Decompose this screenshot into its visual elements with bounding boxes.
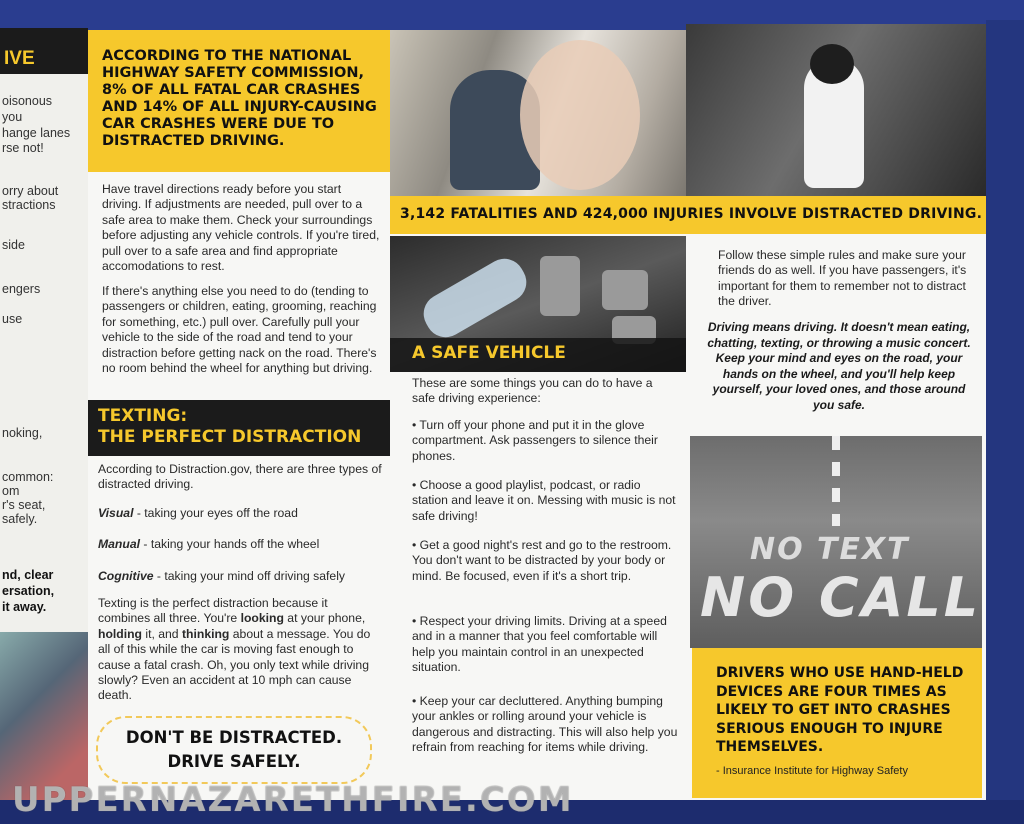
perfect-distraction-paragraph: Texting is the perfect distraction because it combines all three. You're looking at your phone, holding it, and thinking about a message. You do all of this while the car is moving fast enough to cause a fatal crash. Oh, you only text while driving slowly? Even an accident at 10 mph can cause death.: [98, 596, 371, 703]
texting-heading-line2: THE PERFECT DISTRACTION: [98, 427, 362, 447]
distraction-intro: According to Distraction.gov, there are three types of distracted driving.: [98, 462, 382, 492]
distraction-type-visual: Visual - taking your eyes off the road: [98, 506, 298, 520]
road-text-no-text: NO TEXT: [750, 532, 910, 567]
stat-source: - Insurance Institute for Highway Safety: [716, 764, 908, 777]
distraction-type-cognitive: Cognitive - taking your mind off driving safely: [98, 569, 346, 583]
left-fragment: safely.: [2, 512, 38, 526]
water-bottle-shape: [416, 251, 533, 344]
no-text-no-call-road-photo: [690, 436, 982, 648]
distraction-type-manual: Manual - taking your hands off the wheel: [98, 537, 320, 551]
left-fragment: rse not!: [2, 141, 44, 155]
pedal-shape: [540, 256, 580, 316]
stamp-line1: DON'T BE DISTRACTED.: [125, 728, 343, 747]
tip-item: • Turn off your phone and put it in the glove compartment. Ask passengers to silence their phones.: [412, 418, 658, 463]
left-panel-title: IVE: [0, 28, 88, 74]
fatalities-banner-text: 3,142 FATALITIES AND 424,000 INJURIES INVOLVE DISTRACTED DRIVING.: [400, 206, 983, 222]
left-fragment: noking,: [2, 426, 43, 440]
left-fragment-bold: nd, clear: [2, 568, 54, 582]
handheld-stat-box: [692, 648, 982, 798]
left-fragment: you: [2, 110, 23, 124]
road-text-no-call: NO CALL: [700, 566, 982, 629]
road-marking: [832, 436, 840, 526]
passenger-photo: [0, 632, 88, 800]
left-fragment-bold: it away.: [2, 600, 47, 614]
left-fragment: engers: [2, 282, 41, 296]
travel-directions-paragraph: Have travel directions ready before you start driving. If adjustments are needed, pull over to a safe area to make them. Check your surroundings before adjusting any vehicle controls. If you're tired, pull over to a safe area and find appropriate accomodations to rest.: [102, 182, 380, 274]
texting-heading-box: [88, 400, 390, 456]
tip-item: • Keep your car decluttered. Anything bumping your ankles or rolling around your vehicle is dangerous and distracting. This will also help you refrain from reaching for items while driving.: [412, 694, 678, 755]
tip-item: • Respect your driving limits. Driving at a speed and in a manner that you feel comfortable will help you maintain control in an unexpected situation.: [412, 614, 667, 675]
handheld-stat-heading: DRIVERS WHO USE HAND-HELD DEVICES ARE FOUR TIMES AS LIKELY TO GET INTO CRASHES SERIOUS ENOUGH TO INJURE THEMSELVES.: [716, 665, 964, 755]
driver-blur-shape: [520, 40, 640, 190]
stat-heading-box: [88, 30, 390, 172]
site-watermark: UPPERNAZARETHFIRE.COM: [12, 780, 574, 820]
panel-distracted-stats: [88, 30, 390, 800]
texting-heading-line1: TEXTING:: [98, 406, 188, 426]
left-fragment: orry about: [2, 184, 59, 198]
dog-head-shape: [810, 44, 854, 84]
left-panel-fragment: [0, 28, 88, 800]
follow-rules-paragraph: Follow these simple rules and make sure your friends do as well. If you have passengers, it's important for them to remember not to distract the driver.: [718, 248, 967, 309]
left-fragment: om: [2, 484, 20, 498]
stamp-line2: DRIVE SAFELY.: [167, 752, 301, 771]
safe-vehicle-intro: These are some things you can do to have a safe driving experience:: [412, 376, 653, 406]
left-fragment: side: [2, 238, 25, 252]
left-fragment: hange lanes: [2, 126, 71, 140]
right-edge-panel: [986, 20, 1024, 800]
driving-means-driving: Driving means driving. It doesn't mean eating, chatting, texting, or throwing a music concert. Keep your mind and eyes on the road, your hands on the wheel, and you'll help keep yourself, your loved ones, and those around you safe.: [707, 320, 971, 412]
drive-safely-stamp: [96, 716, 372, 784]
nhsc-stat-heading: ACCORDING TO THE NATIONAL HIGHWAY SAFETY COMMISSION, 8% OF ALL FATAL CAR CRASHES AND 14% OF ALL INJURY-CAUSING CAR CRASHES WERE DUE TO DISTRACTED DRIVING.: [102, 48, 377, 149]
dog-in-car-photo: [686, 24, 986, 196]
tip-item: • Choose a good playlist, podcast, or radio station and leave it on. Messing with music is not safe driving!: [412, 478, 676, 523]
pedal-shape: [602, 270, 648, 310]
pull-over-paragraph: If there's anything else you need to do (tending to passengers or children, eating, grooming, reaching for something, etc.) pull over. Carefully pull your vehicle to the side of the road and tend to your distraction before getting nack on the road. There's no room behind the wheel for anything but driving.: [102, 284, 377, 376]
left-fragment: use: [2, 312, 23, 326]
safe-vehicle-heading: A SAFE VEHICLE: [390, 338, 686, 372]
child-in-car-photo: [390, 30, 686, 200]
left-fragment: oisonous: [2, 94, 53, 108]
left-fragment: stractions: [2, 198, 56, 212]
panel-safe-vehicle: [390, 30, 686, 800]
left-fragment: r's seat,: [2, 498, 46, 512]
tip-item: • Get a good night's rest and go to the restroom. You don't want to be distracted by your body or mind. Be focused, even if it's a short trip.: [412, 538, 672, 583]
left-fragment: common:: [2, 470, 54, 484]
left-fragment-bold: ersation,: [2, 584, 55, 598]
fatalities-banner: [390, 196, 986, 234]
panel-rules: [686, 24, 986, 800]
